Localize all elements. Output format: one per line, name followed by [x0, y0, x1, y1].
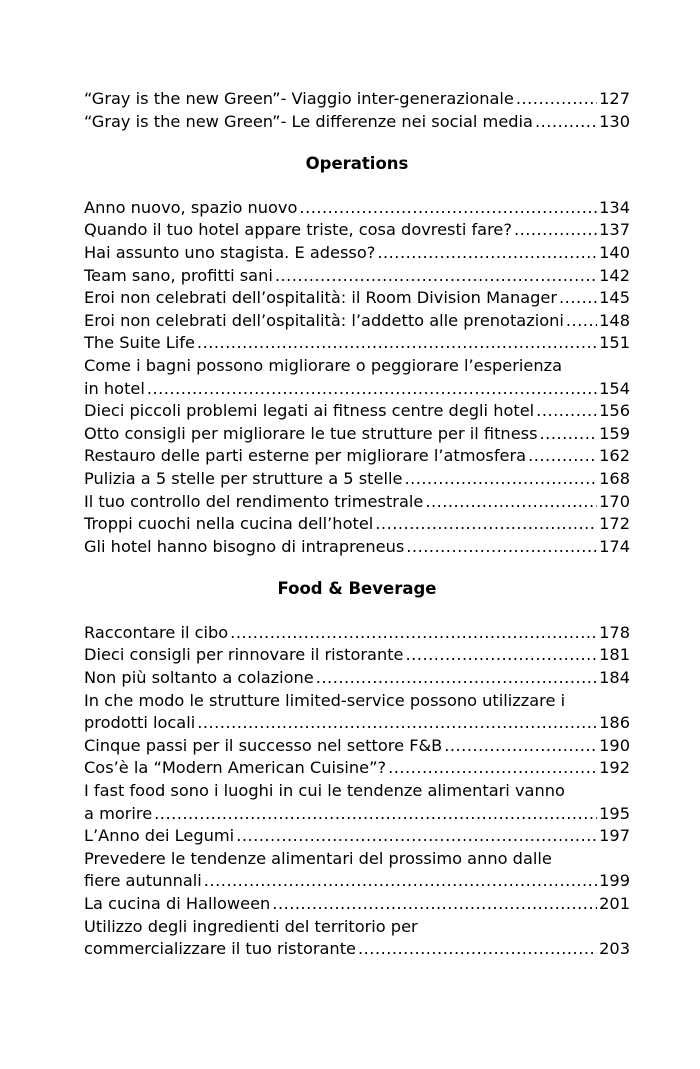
toc-entry: [84, 400, 630, 423]
entry-title: Cos’è la “Modern American Cuisine”?: [84, 758, 387, 778]
entry-title-line2: in hotel: [84, 378, 145, 398]
entry-page: 195: [599, 803, 630, 823]
entry-page: 148: [599, 310, 630, 330]
dot-leader: [514, 219, 597, 242]
dot-leader: [377, 242, 597, 265]
entry-page: 184: [599, 668, 630, 688]
entry-title: Anno nuovo, spazio nuovo: [84, 197, 298, 217]
entry-title-line1: Come i bagni possono migliorare o peggiorare l’esperienza: [84, 355, 563, 375]
toc-entry: [84, 310, 630, 333]
entry-page: 130: [599, 111, 630, 131]
toc-entry: [84, 197, 630, 220]
toc-entry: [84, 242, 630, 265]
entry-title: Hai assunto uno stagista. E adesso?: [84, 242, 376, 262]
dot-leader: [566, 310, 597, 333]
entry-title-line1: Utilizzo degli ingredienti del territorio per: [84, 916, 418, 936]
toc-entry: [84, 88, 630, 111]
entry-title: Gli hotel hanno bisogno di intrapreneus: [84, 536, 405, 556]
toc-entry: [84, 757, 630, 780]
entry-page: 137: [599, 220, 630, 240]
dot-leader: [536, 400, 597, 423]
entry-page: 154: [599, 378, 630, 398]
toc-entry: [84, 622, 630, 645]
entry-title: Cinque passi per il successo nel settore F&B: [84, 735, 443, 755]
dot-leader: [204, 870, 597, 893]
dot-leader: [316, 667, 597, 690]
dot-leader: [272, 893, 597, 916]
dot-leader: [197, 712, 597, 735]
entry-page: 156: [599, 401, 630, 421]
entry-title: L’Anno dei Legumi: [84, 826, 235, 846]
entry-title: Eroi non celebrati dell’ospitalità: il Room Division Manager: [84, 288, 558, 308]
toc-entry: [84, 513, 630, 536]
toc-entry: [84, 848, 630, 893]
entry-title: Team sano, profitti sani: [84, 265, 273, 285]
dot-leader: [388, 757, 597, 780]
dot-leader: [516, 88, 597, 111]
entry-title-line1: In che modo le strutture limited-service possono utilizzare i: [84, 690, 566, 710]
entry-title: Restauro delle parti esterne per migliorare l’atmosfera: [84, 446, 527, 466]
toc-entry: [84, 690, 630, 735]
toc-entry: [84, 265, 630, 288]
toc-entry: [84, 780, 630, 825]
entry-title: Dieci consigli per rinnovare il ristorante: [84, 645, 404, 665]
dot-leader: [197, 332, 597, 355]
entry-page: 127: [599, 89, 630, 108]
entry-page: 174: [599, 536, 630, 556]
entry-title: Raccontare il cibo: [84, 622, 229, 642]
dot-leader: [406, 644, 598, 667]
entry-title-line1: I fast food sono i luoghi in cui le tendenze alimentari vanno: [84, 781, 565, 801]
table-of-contents: [84, 88, 630, 961]
dot-leader: [236, 825, 597, 848]
entry-page: 145: [599, 288, 630, 308]
toc-entry: [84, 445, 630, 468]
entry-title: “Gray is the new Green”- Le differenze nei social media: [84, 111, 533, 131]
entry-title-line1: Prevedere le tendenze alimentari del prossimo anno dalle: [84, 848, 552, 868]
entry-title: Otto consigli per migliorare le tue strutture per il fitness: [84, 423, 538, 443]
section-heading-operations: Operations: [305, 154, 409, 174]
entry-title: Eroi non celebrati dell’ospitalità: l’addetto alle prenotazioni: [84, 310, 564, 330]
dot-leader: [444, 735, 597, 758]
toc-entry: [84, 893, 630, 916]
dot-leader: [375, 513, 597, 536]
toc-entry: [84, 111, 630, 134]
toc-entry: [84, 667, 630, 690]
entry-title-line2: prodotti locali: [84, 713, 196, 733]
toc-top-group: [84, 88, 630, 133]
section-food-beverage: [84, 622, 630, 961]
entry-title-line2: commercializzare il tuo ristorante: [84, 939, 357, 959]
toc-entry: [84, 423, 630, 446]
toc-entry: [84, 219, 630, 242]
entry-title: Il tuo controllo del rendimento trimestrale: [84, 491, 424, 511]
dot-leader: [275, 265, 597, 288]
dot-leader: [404, 468, 597, 491]
toc-entry: [84, 332, 630, 355]
entry-title: Quando il tuo hotel appare triste, cosa dovresti fare?: [84, 220, 512, 240]
dot-leader: [230, 622, 597, 645]
entry-title: Non più soltanto a colazione: [84, 668, 314, 688]
entry-page: 197: [599, 826, 630, 846]
entry-title: Troppi cuochi nella cucina dell’hotel: [84, 514, 374, 534]
dot-leader: [535, 111, 597, 134]
dot-leader: [358, 938, 597, 961]
entry-page: 168: [599, 468, 630, 488]
toc-entry: [84, 287, 630, 310]
entry-title-line2: fiere autunnali: [84, 871, 202, 891]
entry-page: 172: [599, 514, 630, 534]
entry-title: “Gray is the new Green”- Viaggio inter-generazionale: [84, 89, 514, 108]
entry-page: 142: [599, 265, 630, 285]
entry-page: 190: [599, 735, 630, 755]
entry-page: 186: [599, 713, 630, 733]
entry-title: La cucina di Halloween: [84, 894, 271, 913]
entry-title: Dieci piccoli problemi legati ai fitness centre degli hotel: [84, 401, 535, 421]
toc-entry: [84, 825, 630, 848]
toc-entry: [84, 916, 630, 961]
entry-page: 162: [599, 446, 630, 466]
entry-title-line2: a morire: [84, 803, 153, 823]
toc-entry: [84, 536, 630, 559]
entry-page: 151: [599, 333, 630, 353]
entry-page: 134: [599, 197, 630, 217]
dot-leader: [147, 378, 597, 401]
dot-leader: [528, 445, 597, 468]
dot-leader: [540, 423, 598, 446]
dot-leader: [559, 287, 597, 310]
entry-page: 201: [599, 894, 630, 913]
dot-leader: [299, 197, 597, 220]
entry-page: 203: [599, 939, 630, 959]
dot-leader: [406, 536, 597, 559]
section-heading-food-beverage: Food & Beverage: [277, 579, 437, 599]
dot-leader: [425, 491, 597, 514]
toc-entry: [84, 644, 630, 667]
entry-title: The Suite Life: [84, 333, 195, 353]
dot-leader: [154, 803, 597, 826]
toc-entry: [84, 491, 630, 514]
toc-entry: [84, 355, 630, 400]
entry-page: 140: [599, 242, 630, 262]
section-operations: [84, 197, 630, 559]
entry-page: 192: [599, 758, 630, 778]
toc-entry: [84, 735, 630, 758]
entry-page: 181: [599, 645, 630, 665]
entry-title: Pulizia a 5 stelle per strutture a 5 stelle: [84, 468, 403, 488]
entry-page: 178: [599, 622, 630, 642]
entry-page: 199: [599, 871, 630, 891]
toc-entry: [84, 468, 630, 491]
entry-page: 159: [599, 423, 630, 443]
entry-page: 170: [599, 491, 630, 511]
